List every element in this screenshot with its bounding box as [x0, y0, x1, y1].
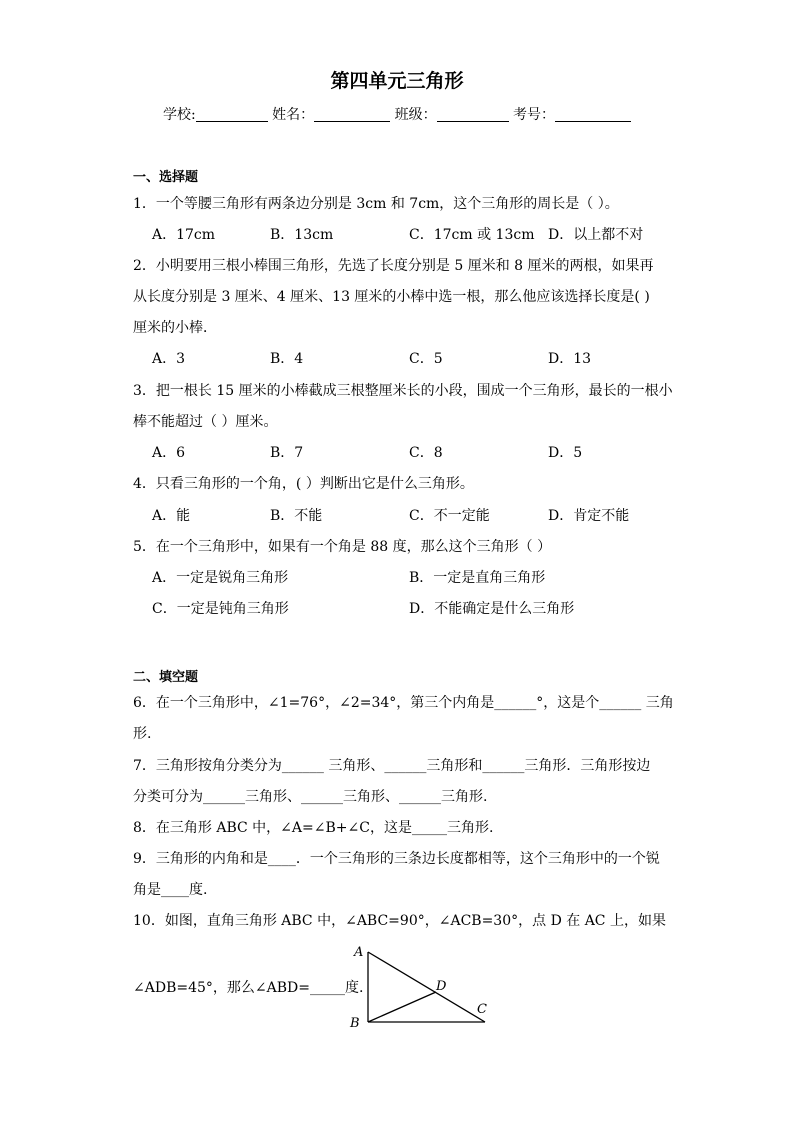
question-6-line-2: 形. [133, 726, 152, 742]
q3-option-d[interactable]: D．5 [548, 445, 583, 461]
question-10-line-1: 10．如图，直角三角形 ABC 中，∠ABC=90°，∠ACB=30°，点 D 在 AC 上，如果 [133, 913, 666, 929]
q4-option-d[interactable]: D．肯定不能 [548, 508, 630, 524]
q5-option-d[interactable]: D．不能确定是什么三角形 [409, 601, 575, 617]
q3-option-b[interactable]: B．7 [270, 445, 304, 461]
question-4: 4．只看三角形的一个角，( ）判断出它是什么三角形。 [133, 476, 474, 492]
name-label: 姓名： [272, 107, 315, 123]
q1-option-a[interactable]: A．17cm [152, 227, 216, 243]
question-3-line-1: 3．把一根长 15 厘米的小棒截成三根整厘米长的小段，围成一个三角形，最长的一根小 [133, 383, 673, 399]
q4-option-a[interactable]: A．能 [152, 508, 191, 524]
q2-option-b[interactable]: B．4 [270, 351, 304, 367]
q5-option-a[interactable]: A．一定是锐角三角形 [152, 570, 289, 586]
q2-option-d[interactable]: D．13 [548, 351, 592, 367]
page-title: 第四单元三角形 [330, 70, 464, 92]
q4-option-c[interactable]: C．不一定能 [409, 508, 490, 524]
q5-option-b[interactable]: B．一定是直角三角形 [409, 570, 546, 586]
q2-option-c[interactable]: C．5 [409, 351, 443, 367]
school-blank[interactable] [196, 107, 268, 122]
q5-option-c[interactable]: C．一定是钝角三角形 [152, 601, 289, 617]
school-label: 学校: [162, 107, 196, 123]
question-1: 1．一个等腰三角形有两条边分别是 3cm 和 7cm，这个三角形的周长是（ ）。 [133, 196, 619, 212]
question-9-line-2: 角是____度. [133, 882, 208, 898]
section-heading-choice: 一、选择题 [133, 170, 199, 185]
section-heading-fill: 二、填空题 [133, 670, 199, 685]
q3-option-c[interactable]: C．8 [409, 445, 443, 461]
question-7-line-1: 7．三角形按角分类分为______ 三角形、______三角形和______三角形．三角形按边 [133, 758, 651, 774]
q1-option-d[interactable]: D．以上都不对 [548, 227, 644, 243]
question-6-line-1: 6．在一个三角形中，∠1=76°，∠2=34°，第三个内角是______°，这是个______ 三角 [133, 695, 674, 711]
q2-option-a[interactable]: A．3 [152, 351, 186, 367]
q3-option-a[interactable]: A．6 [152, 445, 186, 461]
label-a: A [354, 945, 364, 960]
exam-no-label: 考号： [513, 107, 556, 123]
question-7-line-2: 分类可分为______三角形、______三角形、______三角形. [133, 789, 488, 805]
question-2-line-1: 2．小明要用三根小棒围三角形，先选了长度分别是 5 厘米和 8 厘米的两根，如果再 [133, 258, 654, 274]
question-10-line-2: ∠ADB=45°，那么∠ABD=_____度. [133, 980, 364, 996]
question-2-line-2: 从长度分别是 3 厘米、4 厘米、13 厘米的小棒中选一根，那么他应该选择长度是( ) [133, 289, 650, 305]
class-label: 班级： [394, 107, 437, 123]
segment-bd [368, 992, 436, 1022]
question-8: 8．在三角形 ABC 中，∠A=∠B+∠C，这是_____三角形. [133, 820, 494, 836]
question-9-line-1: 9．三角形的内角和是____．一个三角形的三条边长度都相等，这个三角形中的一个锐 [133, 851, 660, 867]
label-b: B [350, 1016, 360, 1031]
label-d: D [436, 979, 447, 994]
question-3-line-2: 棒不能超过（ ）厘米。 [133, 414, 278, 430]
segment-ac [368, 952, 485, 1022]
q1-option-c[interactable]: C．17cm 或 13cm [409, 227, 535, 243]
name-blank[interactable] [314, 107, 390, 122]
student-info-row [0, 104, 794, 124]
triangle-figure [340, 940, 500, 1035]
class-blank[interactable] [437, 107, 509, 122]
exam-no-blank[interactable] [555, 107, 631, 122]
question-2-line-3: 厘米的小棒． [133, 320, 217, 336]
question-5: 5．在一个三角形中，如果有一个角是 88 度，那么这个三角形（ ） [133, 539, 552, 555]
q1-option-b[interactable]: B．13cm [270, 227, 334, 243]
label-c: C [477, 1002, 487, 1017]
q4-option-b[interactable]: B．不能 [270, 508, 323, 524]
